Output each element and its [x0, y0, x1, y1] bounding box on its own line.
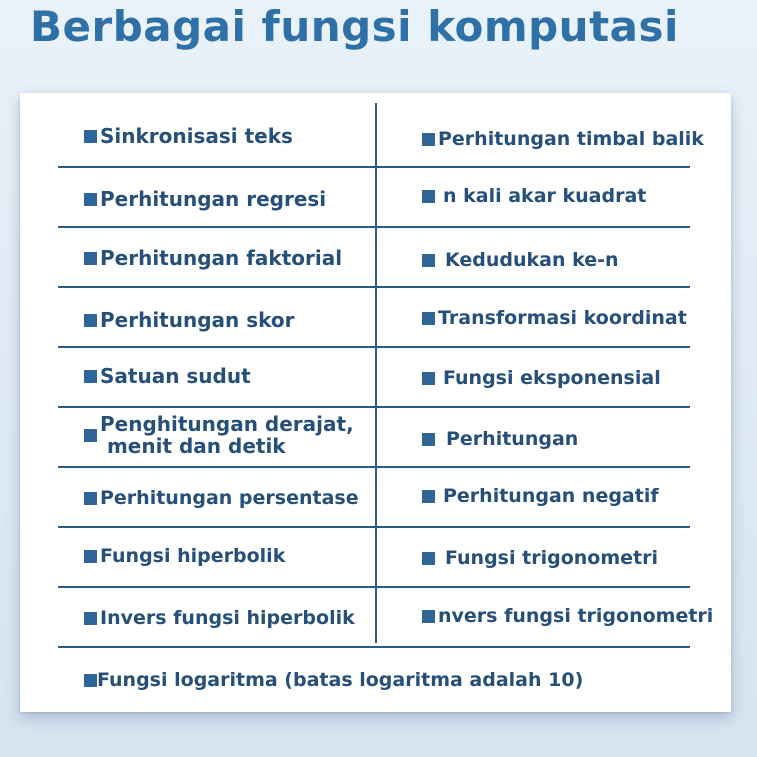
square-bullet-icon: [422, 433, 435, 446]
list-item-label: Fungsi trigonometri: [445, 547, 658, 569]
list-item-left-6: [84, 413, 354, 457]
list-item-left-5: [84, 365, 251, 387]
list-item-bottom: [84, 669, 583, 691]
row-divider: [58, 586, 690, 588]
function-list-card: [20, 93, 731, 712]
square-bullet-icon: [84, 193, 97, 206]
list-item-label: Invers fungsi hiperbolik: [100, 607, 355, 629]
row-divider: [58, 646, 690, 648]
square-bullet-icon: [422, 552, 435, 565]
list-item-right-3: [422, 249, 619, 271]
list-item-label: Penghitungan derajat, menit dan detik: [100, 412, 354, 458]
list-item-right-2: [422, 185, 646, 207]
row-divider: [58, 406, 690, 408]
list-item-left-9: [84, 607, 355, 629]
square-bullet-icon: [84, 492, 97, 505]
square-bullet-icon: [422, 133, 435, 146]
column-divider: [375, 103, 377, 643]
list-item-right-6: [422, 428, 578, 450]
list-item-label: Perhitungan regresi: [100, 187, 327, 211]
list-item-right-4: [422, 307, 687, 329]
list-item-label: Fungsi logaritma (batas logaritma adalah 10): [97, 669, 584, 691]
page-title: Berbagai fungsi komputasi: [30, 2, 679, 51]
list-item-right-7: [422, 485, 659, 507]
square-bullet-icon: [422, 610, 435, 623]
square-bullet-icon: [422, 254, 435, 267]
list-item-label: Satuan sudut: [100, 364, 251, 388]
square-bullet-icon: [84, 252, 97, 265]
list-item-left-8: [84, 545, 285, 567]
square-bullet-icon: [84, 370, 97, 383]
square-bullet-icon: [84, 314, 97, 327]
list-item-right-9: [422, 605, 713, 627]
square-bullet-icon: [422, 312, 435, 325]
row-divider: [58, 166, 690, 168]
row-divider: [58, 226, 690, 228]
list-item-left-3: [84, 247, 342, 269]
list-item-label: nvers fungsi trigonometri: [438, 605, 714, 627]
list-item-label: Perhitungan timbal balik: [438, 128, 704, 150]
row-divider: [58, 526, 690, 528]
list-item-left-4: [84, 309, 295, 331]
list-item-label: Perhitungan faktorial: [100, 246, 343, 270]
square-bullet-icon: [422, 490, 435, 503]
square-bullet-icon: [84, 612, 97, 625]
list-item-label: Transformasi koordinat: [438, 307, 687, 329]
square-bullet-icon: [422, 190, 435, 203]
row-divider: [58, 346, 690, 348]
list-item-label: Fungsi eksponensial: [443, 367, 661, 389]
list-item-right-1: [422, 128, 704, 150]
list-item-label: n kali akar kuadrat: [443, 185, 647, 207]
list-item-label: Perhitungan persentase: [100, 487, 359, 509]
square-bullet-icon: [84, 550, 97, 563]
list-item-right-8: [422, 547, 658, 569]
list-item-right-5: [422, 367, 661, 389]
square-bullet-icon: [84, 674, 97, 687]
list-item-label: Fungsi hiperbolik: [100, 545, 286, 567]
list-item-left-1: [84, 125, 293, 147]
list-item-label: Perhitungan: [446, 428, 579, 450]
list-item-label: Kedudukan ke-n: [445, 249, 619, 271]
list-item-label: Perhitungan skor: [100, 308, 295, 332]
list-item-left-2: [84, 188, 326, 210]
row-divider: [58, 286, 690, 288]
square-bullet-icon: [422, 372, 435, 385]
list-item-label: Sinkronisasi teks: [100, 124, 293, 148]
square-bullet-icon: [84, 429, 97, 442]
list-item-left-7: [84, 487, 359, 509]
list-item-label: Perhitungan negatif: [443, 485, 659, 507]
square-bullet-icon: [84, 130, 97, 143]
row-divider: [58, 466, 690, 468]
